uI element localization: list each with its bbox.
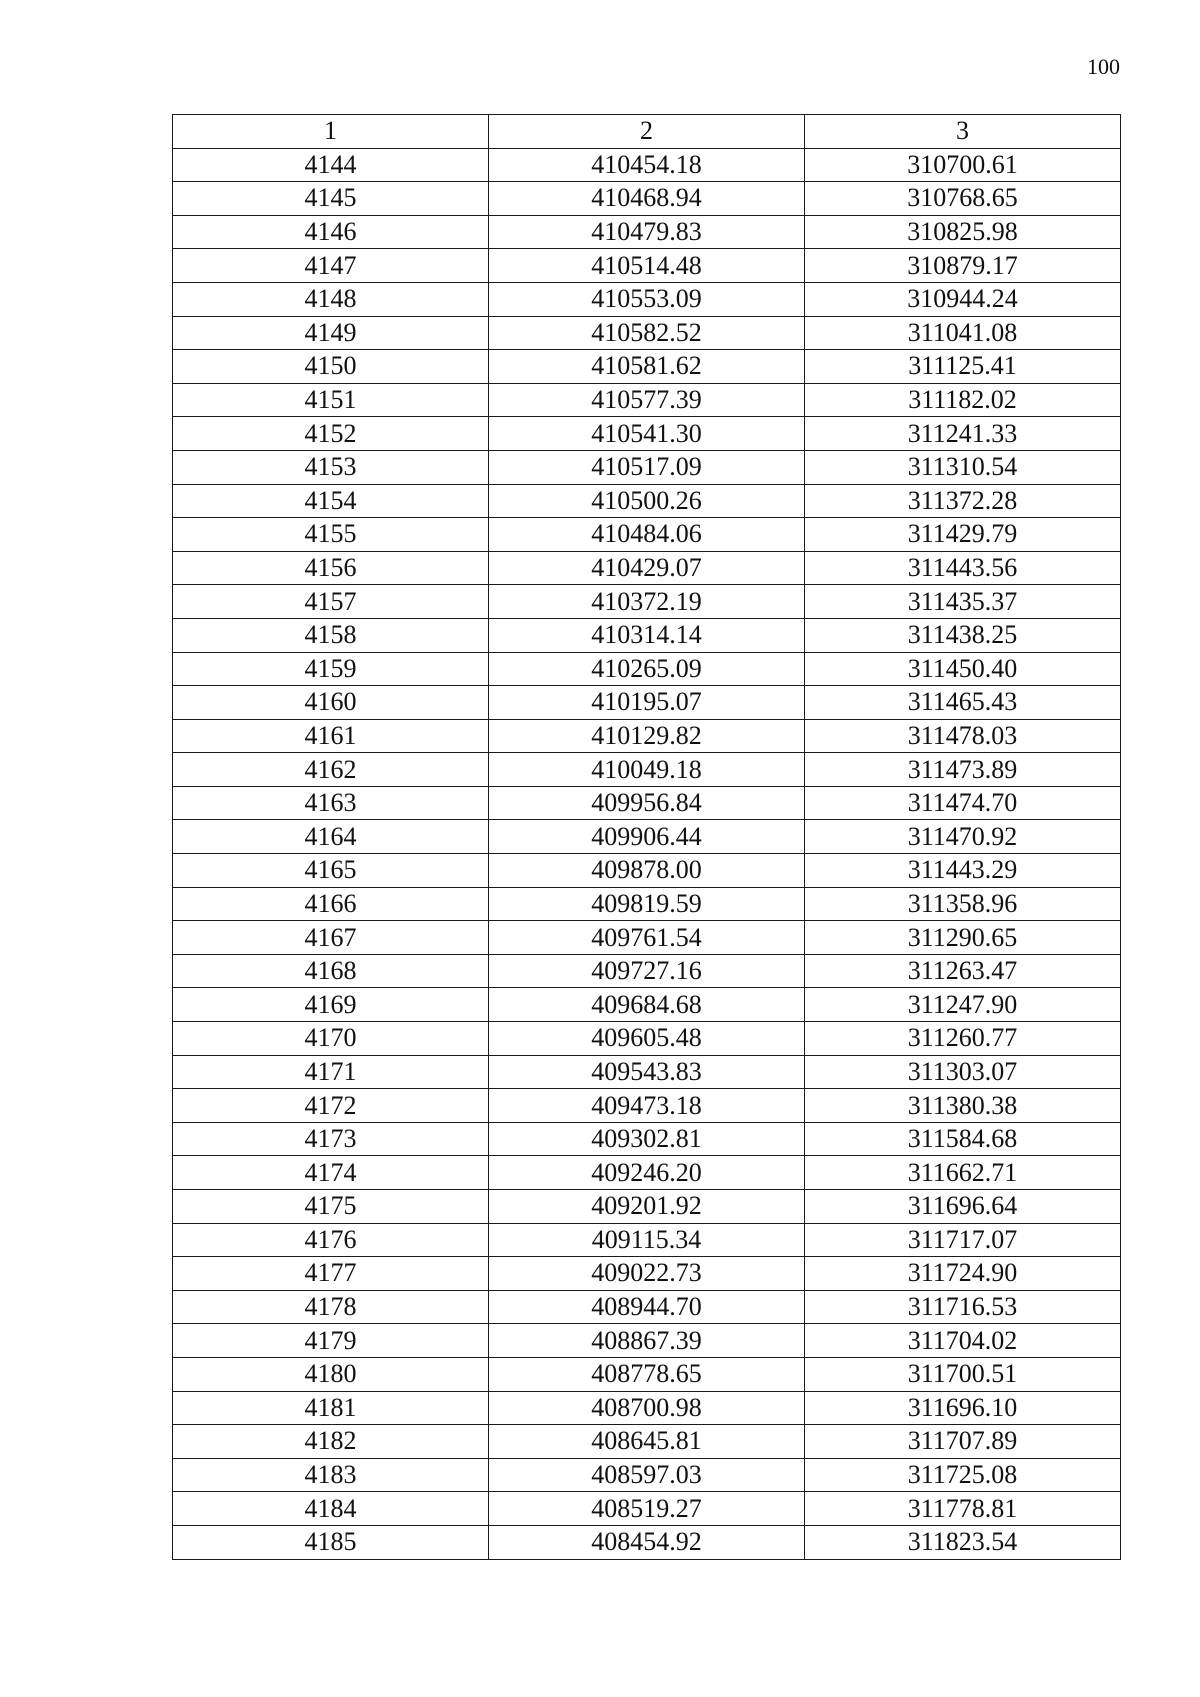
point-number-cell: 4178 — [173, 1290, 489, 1324]
coordinate-y-cell: 311450.40 — [805, 652, 1121, 686]
point-number-cell: 4174 — [173, 1156, 489, 1190]
table-row — [173, 182, 1121, 216]
coordinate-x-cell: 410265.09 — [489, 652, 805, 686]
coordinate-y-cell: 311263.47 — [805, 954, 1121, 988]
point-number-cell: 4160 — [173, 686, 489, 720]
point-number-cell: 4154 — [173, 484, 489, 518]
table-row — [173, 686, 1121, 720]
coordinate-y-cell: 311716.53 — [805, 1290, 1121, 1324]
table-row — [173, 921, 1121, 955]
point-number-cell: 4149 — [173, 316, 489, 350]
coordinate-y-cell: 311778.81 — [805, 1492, 1121, 1526]
table-row — [173, 484, 1121, 518]
coordinate-x-cell: 410479.83 — [489, 215, 805, 249]
point-number-cell: 4170 — [173, 1022, 489, 1056]
coordinate-y-cell: 311310.54 — [805, 450, 1121, 484]
coordinate-y-cell: 311473.89 — [805, 753, 1121, 787]
point-number-cell: 4144 — [173, 148, 489, 182]
point-number-cell: 4180 — [173, 1357, 489, 1391]
table-row — [173, 1391, 1121, 1425]
coordinate-y-cell: 310944.24 — [805, 282, 1121, 316]
coordinate-y-cell: 311707.89 — [805, 1425, 1121, 1459]
coordinate-y-cell: 311429.79 — [805, 518, 1121, 552]
point-number-cell: 4183 — [173, 1458, 489, 1492]
coordinate-y-cell: 311662.71 — [805, 1156, 1121, 1190]
coordinate-x-cell: 410514.48 — [489, 249, 805, 283]
coordinate-y-cell: 311584.68 — [805, 1122, 1121, 1156]
table-row — [173, 1122, 1121, 1156]
coordinate-y-cell: 311303.07 — [805, 1055, 1121, 1089]
coordinate-x-cell: 410541.30 — [489, 417, 805, 451]
point-number-cell: 4153 — [173, 450, 489, 484]
point-number-cell: 4148 — [173, 282, 489, 316]
point-number-cell: 4179 — [173, 1324, 489, 1358]
coordinate-y-cell: 311725.08 — [805, 1458, 1121, 1492]
coordinate-y-cell: 311717.07 — [805, 1223, 1121, 1257]
table-row — [173, 450, 1121, 484]
table-body — [173, 148, 1121, 1559]
coordinate-x-cell: 408645.81 — [489, 1425, 805, 1459]
point-number-cell: 4159 — [173, 652, 489, 686]
point-number-cell: 4163 — [173, 786, 489, 820]
coordinate-y-cell: 311696.64 — [805, 1190, 1121, 1224]
point-number-cell: 4172 — [173, 1089, 489, 1123]
coordinate-x-cell: 408454.92 — [489, 1525, 805, 1559]
table-row — [173, 887, 1121, 921]
point-number-cell: 4155 — [173, 518, 489, 552]
table-row — [173, 1525, 1121, 1559]
coordinate-x-cell: 409761.54 — [489, 921, 805, 955]
point-number-cell: 4161 — [173, 719, 489, 753]
coordinate-x-cell: 410195.07 — [489, 686, 805, 720]
coordinate-x-cell: 409246.20 — [489, 1156, 805, 1190]
table-row — [173, 1190, 1121, 1224]
table-row — [173, 1492, 1121, 1526]
coordinate-x-cell: 409956.84 — [489, 786, 805, 820]
point-number-cell: 4158 — [173, 618, 489, 652]
table-row — [173, 215, 1121, 249]
point-number-cell: 4150 — [173, 350, 489, 384]
table-row — [173, 518, 1121, 552]
coordinate-x-cell: 408519.27 — [489, 1492, 805, 1526]
coordinate-y-cell: 310700.61 — [805, 148, 1121, 182]
table-row — [173, 417, 1121, 451]
coordinate-x-cell: 408867.39 — [489, 1324, 805, 1358]
coordinate-x-cell: 409115.34 — [489, 1223, 805, 1257]
point-number-cell: 4165 — [173, 854, 489, 888]
table-row — [173, 1425, 1121, 1459]
table-row — [173, 954, 1121, 988]
coordinate-y-cell: 311380.38 — [805, 1089, 1121, 1123]
table-row — [173, 1257, 1121, 1291]
coordinate-x-cell: 408778.65 — [489, 1357, 805, 1391]
point-number-cell: 4152 — [173, 417, 489, 451]
coordinate-y-cell: 311443.56 — [805, 551, 1121, 585]
table-header — [173, 115, 1121, 149]
point-number-cell: 4177 — [173, 1257, 489, 1291]
point-number-cell: 4184 — [173, 1492, 489, 1526]
coordinate-x-cell: 410314.14 — [489, 618, 805, 652]
table-row — [173, 249, 1121, 283]
table-row — [173, 350, 1121, 384]
coordinate-x-cell: 409684.68 — [489, 988, 805, 1022]
table-row — [173, 753, 1121, 787]
coordinate-y-cell: 310768.65 — [805, 182, 1121, 216]
table-row — [173, 551, 1121, 585]
page-number: 100 — [1087, 54, 1120, 79]
point-number-cell: 4168 — [173, 954, 489, 988]
coordinate-x-cell: 409201.92 — [489, 1190, 805, 1224]
coordinate-y-cell: 311358.96 — [805, 887, 1121, 921]
coordinate-y-cell: 310879.17 — [805, 249, 1121, 283]
table-row — [173, 585, 1121, 619]
coordinate-x-cell: 410484.06 — [489, 518, 805, 552]
table-row — [173, 719, 1121, 753]
table-row — [173, 1055, 1121, 1089]
column-header-2: 2 — [489, 115, 805, 149]
coordinate-x-cell: 409543.83 — [489, 1055, 805, 1089]
coordinate-y-cell: 311435.37 — [805, 585, 1121, 619]
coordinate-y-cell: 311438.25 — [805, 618, 1121, 652]
table-row — [173, 1458, 1121, 1492]
table-row — [173, 1022, 1121, 1056]
table-row — [173, 148, 1121, 182]
table-row — [173, 988, 1121, 1022]
point-number-cell: 4185 — [173, 1525, 489, 1559]
point-number-cell: 4164 — [173, 820, 489, 854]
table-row — [173, 316, 1121, 350]
coordinate-y-cell: 310825.98 — [805, 215, 1121, 249]
coordinate-x-cell: 408700.98 — [489, 1391, 805, 1425]
coordinate-y-cell: 311260.77 — [805, 1022, 1121, 1056]
coordinate-x-cell: 410577.39 — [489, 383, 805, 417]
coordinate-x-cell: 410553.09 — [489, 282, 805, 316]
point-number-cell: 4173 — [173, 1122, 489, 1156]
coordinate-x-cell: 410581.62 — [489, 350, 805, 384]
coordinate-y-cell: 311443.29 — [805, 854, 1121, 888]
point-number-cell: 4181 — [173, 1391, 489, 1425]
coordinate-y-cell: 311823.54 — [805, 1525, 1121, 1559]
coordinate-y-cell: 311478.03 — [805, 719, 1121, 753]
coordinate-y-cell: 311704.02 — [805, 1324, 1121, 1358]
coordinate-x-cell: 409878.00 — [489, 854, 805, 888]
table-row — [173, 652, 1121, 686]
coordinate-x-cell: 408597.03 — [489, 1458, 805, 1492]
coordinate-x-cell: 410517.09 — [489, 450, 805, 484]
column-header-1: 1 — [173, 115, 489, 149]
coordinate-x-cell: 410049.18 — [489, 753, 805, 787]
coordinate-x-cell: 410372.19 — [489, 585, 805, 619]
coordinate-x-cell: 410454.18 — [489, 148, 805, 182]
coordinate-y-cell: 311182.02 — [805, 383, 1121, 417]
table-row — [173, 383, 1121, 417]
table-row — [173, 1324, 1121, 1358]
point-number-cell: 4145 — [173, 182, 489, 216]
coordinate-y-cell: 311125.41 — [805, 350, 1121, 384]
table-row — [173, 1357, 1121, 1391]
coordinate-y-cell: 311696.10 — [805, 1391, 1121, 1425]
point-number-cell: 4182 — [173, 1425, 489, 1459]
point-number-cell: 4171 — [173, 1055, 489, 1089]
coordinate-y-cell: 311290.65 — [805, 921, 1121, 955]
point-number-cell: 4156 — [173, 551, 489, 585]
coordinate-x-cell: 409819.59 — [489, 887, 805, 921]
coordinate-x-cell: 409727.16 — [489, 954, 805, 988]
table-row — [173, 854, 1121, 888]
coordinate-y-cell: 311474.70 — [805, 786, 1121, 820]
coordinate-y-cell: 311241.33 — [805, 417, 1121, 451]
point-number-cell: 4176 — [173, 1223, 489, 1257]
coordinate-x-cell: 409022.73 — [489, 1257, 805, 1291]
coordinate-y-cell: 311700.51 — [805, 1357, 1121, 1391]
coordinate-x-cell: 410429.07 — [489, 551, 805, 585]
table-row — [173, 1290, 1121, 1324]
point-number-cell: 4147 — [173, 249, 489, 283]
coordinate-x-cell: 409906.44 — [489, 820, 805, 854]
coordinate-y-cell: 311470.92 — [805, 820, 1121, 854]
header-row — [173, 115, 1121, 149]
coordinate-x-cell: 409473.18 — [489, 1089, 805, 1123]
coordinate-x-cell: 409605.48 — [489, 1022, 805, 1056]
coordinate-y-cell: 311041.08 — [805, 316, 1121, 350]
point-number-cell: 4166 — [173, 887, 489, 921]
point-number-cell: 4146 — [173, 215, 489, 249]
coordinate-y-cell: 311724.90 — [805, 1257, 1121, 1291]
coordinate-x-cell: 410129.82 — [489, 719, 805, 753]
point-number-cell: 4157 — [173, 585, 489, 619]
table-row — [173, 1089, 1121, 1123]
coordinate-x-cell: 409302.81 — [489, 1122, 805, 1156]
coordinate-y-cell: 311247.90 — [805, 988, 1121, 1022]
coordinate-y-cell: 311372.28 — [805, 484, 1121, 518]
table-row — [173, 618, 1121, 652]
point-number-cell: 4162 — [173, 753, 489, 787]
point-number-cell: 4151 — [173, 383, 489, 417]
point-number-cell: 4175 — [173, 1190, 489, 1224]
table-row — [173, 786, 1121, 820]
coordinates-table — [172, 114, 1121, 1560]
table-row — [173, 1156, 1121, 1190]
coordinate-x-cell: 410582.52 — [489, 316, 805, 350]
point-number-cell: 4169 — [173, 988, 489, 1022]
column-header-3: 3 — [805, 115, 1121, 149]
coordinate-x-cell: 410500.26 — [489, 484, 805, 518]
coordinate-y-cell: 311465.43 — [805, 686, 1121, 720]
coordinate-x-cell: 408944.70 — [489, 1290, 805, 1324]
point-number-cell: 4167 — [173, 921, 489, 955]
table-row — [173, 1223, 1121, 1257]
table-row — [173, 820, 1121, 854]
table-row — [173, 282, 1121, 316]
coordinate-x-cell: 410468.94 — [489, 182, 805, 216]
